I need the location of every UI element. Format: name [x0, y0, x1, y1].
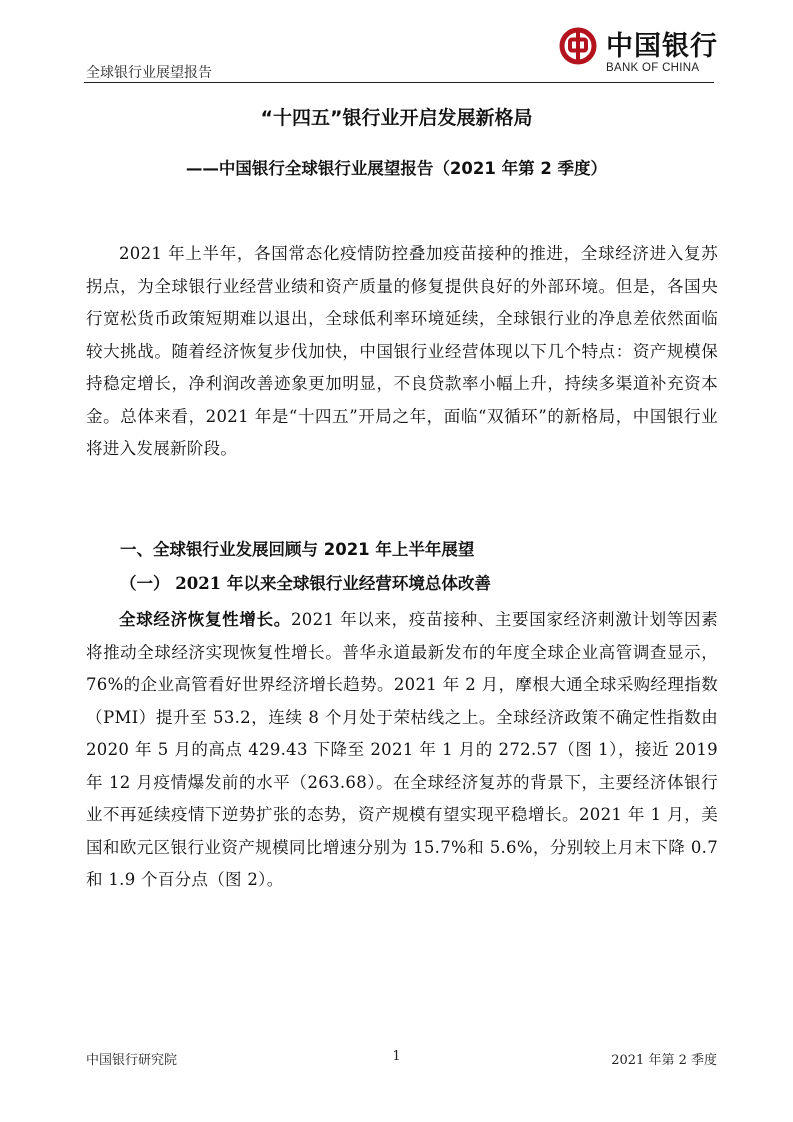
footer-quarter: 2021 年第 2 季度: [611, 1053, 717, 1068]
report-subtitle: ——中国银行全球银行业展望报告（2021 年第 2 季度）: [185, 159, 608, 178]
header-title: 全球银行业展望报告: [86, 65, 212, 81]
section-heading: 一、全球银行业发展回顾与 2021 年上半年展望: [120, 540, 475, 559]
paragraph-lead: 全球经济恢复性增长。: [119, 610, 291, 629]
bank-logo: [558, 22, 718, 80]
bank-of-china-emblem-icon: [558, 26, 598, 66]
footer-organization: 中国银行研究院: [86, 1053, 178, 1068]
body-paragraph: [86, 604, 718, 897]
page-number: 1: [392, 1049, 401, 1064]
header-divider: [84, 82, 714, 83]
logo-english-name: BANK OF CHINA: [606, 62, 700, 74]
logo-chinese-name: 中国银行: [606, 31, 718, 62]
report-title: “十四五”银行业开启发展新格局: [260, 107, 533, 129]
intro-paragraph: 2021 年上半年，各国常态化疫情防控叠加疫苗接种的推进，全球经济进入复苏拐点，为全球银行业经营业绩和资产质量的修复提供良好的外部环境。但是，各国央行宽松货币政策短期难以退出，全球低利率环境延续，全球银行业的净息差依然面临较大挑战。随着经济恢复步伐加快，中国银行业经营体现以下几个特点：资产规模保持稳定增长，净利润改善迹象更加明显，不良贷款率小幅上升，持续多渠道补充资本金。总体来看，2021 年是“十四五”开局之年，面临“双循环”的新格局，中国银行业将进入发展新阶段。: [86, 244, 718, 458]
subsection-heading: （一） 2021 年以来全球银行业经营环境总体改善: [120, 574, 491, 593]
paragraph-body: 2021 年以来，疫苗接种、主要国家经济刺激计划等因素将推动全球经济实现恢复性增长。普华永道最新发布的年度全球企业高管调查显示，76%的企业高管看好世界经济增长趋势。2021 年 2 月，摩根大通全球采购经理指数（PMI）提升至 53.2，连续 8 个月处于荣枯线之上。全球经济政策不确定性指数由 2020 年 5 月的高点 429.43 下降至 2021 年 1 月的 272.57（图 1），接近 2019 年 12 月疫情爆发前的水平（263.68）。在全球经济复苏的背景下，主要经济体银行业不再延续疫情下逆势扩张的态势，资产规模有望实现平稳增长。2021 年 1 月，美国和欧元区银行业资产规模同比增速分别为 15.7%和 5.6%，分别较上月末下降 0.7 和 1.9 个百分点（图 2）。: [86, 610, 719, 889]
